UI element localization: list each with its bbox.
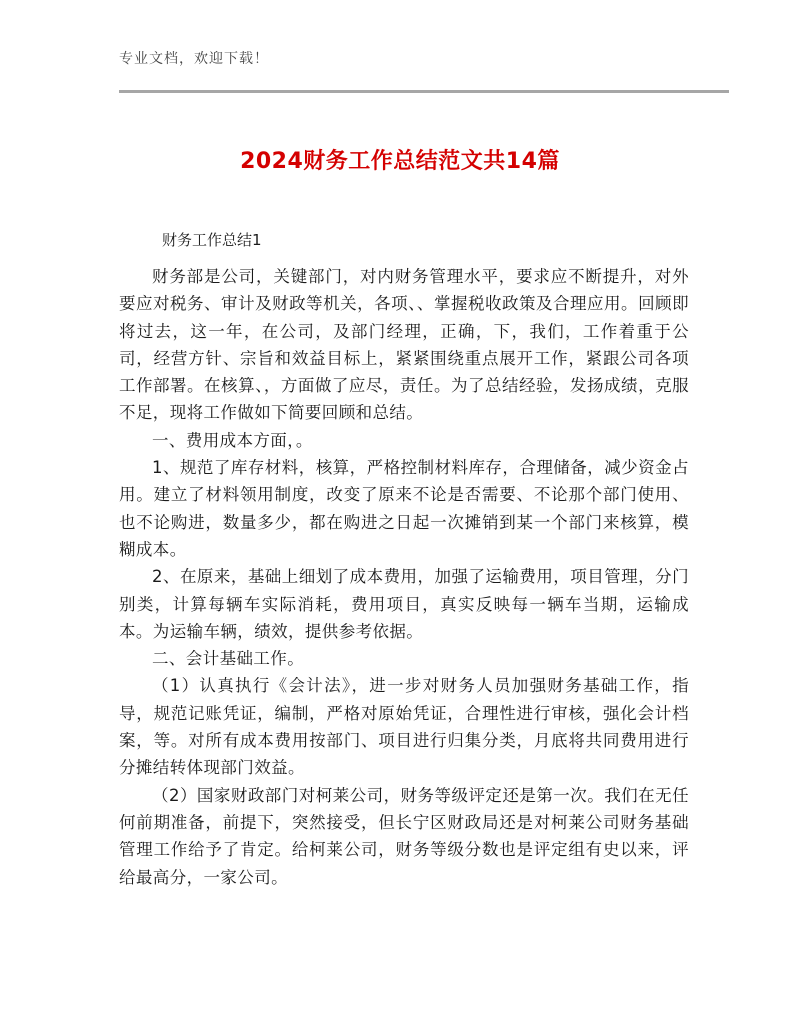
header-note: 专业文档，欢迎下载！ bbox=[119, 51, 269, 67]
document-body bbox=[119, 263, 689, 891]
paragraph-item-1: 1、规范了库存材料，核算，严格控制材料库存，合理储备，减少资金占用。建立了材料领用制度，改变了原来不论是否需要、不论那个部门使用、也不论购进，数量多少，都在购进之日起一次摊销到某一个部门来核算，模糊成本。 bbox=[119, 458, 689, 559]
paragraph-heading-accounting: 二、会计基础工作。 bbox=[152, 649, 305, 669]
paragraph-intro: 财务部是公司，关键部门，对内财务管理水平，要求应不断提升，对外要应对税务、审计及财政等机关，各项、、掌握税收政策及合理应用。回顾即将过去，这一年，在公司，及部门经理，正确，下，我们，工作着重于公司，经营方针、宗旨和效益目标上，紧紧围绕重点展开工作，紧跟公司各项工作部署。在核算、，方面做了应尽，责任。为了总结经验，发扬成绩，克服不足，现将工作做如下简要回顾和总结。 bbox=[119, 267, 689, 423]
paragraph-item-2: 2、在原来，基础上细划了成本费用，加强了运输费用，项目管理，分门别类，计算每辆车实际消耗，费用项目，真实反映每一辆车当期，运输成本。为运输车辆，绩效，提供参考依据。 bbox=[119, 567, 689, 641]
paragraph-heading-cost: 一、费用成本方面，。 bbox=[152, 430, 313, 450]
paragraph-subitem-1: （1）认真执行《会计法》，进一步对财务人员加强财务基础工作，指导，规范记账凭证，编制，严格对原始凭证，合理性进行审核，强化会计档案，等。对所有成本费用按部门、项目进行归集分类，月底将共同费用进行分摊结转体现部门效益。 bbox=[119, 676, 689, 778]
document-title: 2024财务工作总结范文共14篇 bbox=[240, 149, 560, 174]
section-heading: 财务工作总结1 bbox=[162, 231, 262, 249]
paragraph-subitem-2: （2）国家财政部门对柯莱公司，财务等级评定还是第一次。我们在无任何前期准备，前提下，突然接受，但长宁区财政局还是对柯莱公司财务基础管理工作给予了肯定。给柯莱公司，财务等级分数也是评定组有史以来，评给最高分，一家公司。 bbox=[119, 785, 689, 887]
header-divider bbox=[119, 90, 729, 93]
